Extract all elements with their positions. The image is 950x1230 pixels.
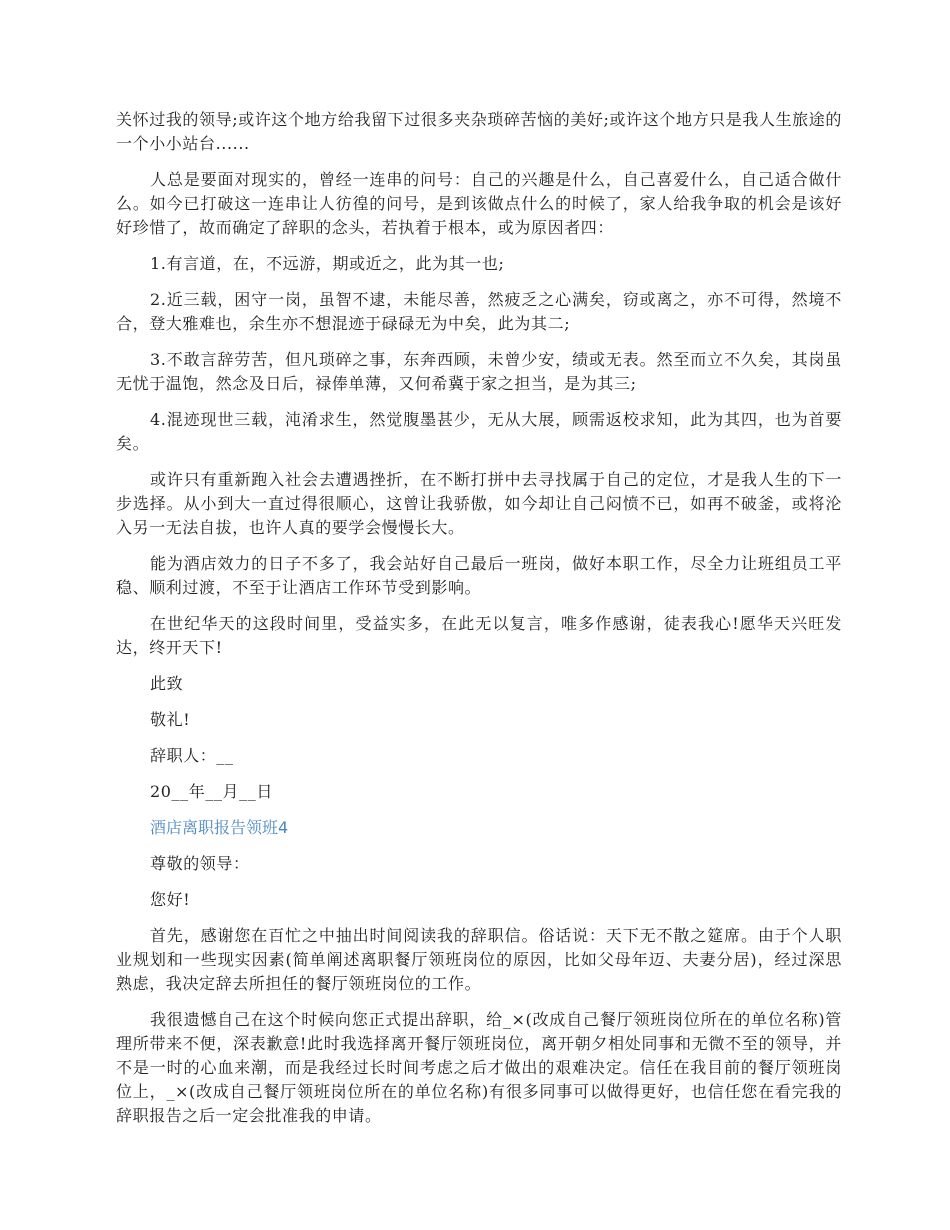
reason-item-2: 2.近三载，困守一岗，虽智不逮，未能尽善，然疲乏之心满矣，窃或离之，亦不可得，然境不合，登大雅难也，余生亦不想混迹于碌碌无为中矣，此为其二; bbox=[116, 290, 842, 333]
paragraph-reality: 人总是要面对现实的，曾经一连串的问号：自己的兴趣是什么，自己喜爱什么，自己适合做什么。如今已打破这一连串让人彷徨的问号，是到该做点什么的时候了，家人给我争取的机会是该好好珍惜了，故而确定了辞职的念头，若执着于根本，或为原因者四： bbox=[116, 170, 842, 237]
document-page bbox=[116, 108, 842, 1140]
letter2-paragraph-apology: 我很遗憾自己在这个时候向您正式提出辞职，给_×(改成自己餐厅领班岗位所在的单位名称)管理所带来不便，深表歉意!此时我选择离开餐厅领班岗位，离开朝夕相处同事和无微不至的领导，并不是一时的心血来潮，而是我经过长时间考虑之后才做出的艰难决定。信任在我目前的餐厅领班岗位上，_×(改成自己餐厅领班岗位所在的单位名称)有很多同事可以做得更好，也信任您在看完我的辞职报告之后一定会批准我的申请。 bbox=[116, 1010, 842, 1125]
letter2-greeting: 您好! bbox=[150, 890, 191, 909]
closing-jingli: 敬礼! bbox=[150, 710, 191, 729]
letter2-salutation: 尊敬的领导： bbox=[150, 854, 250, 873]
closing-zhici: 此致 bbox=[150, 674, 184, 693]
paragraph-thanks: 在世纪华天的这段时间里，受益实多，在此无以复言，唯多作感谢，徒表我心!愿华天兴旺发达，终开天下! bbox=[116, 614, 842, 657]
paragraph-last-shift: 能为酒店效力的日子不多了，我会站好自己最后一班岗，做好本职工作，尽全力让班组员工平稳、顺利过渡，不至于让酒店工作环节受到影响。 bbox=[116, 554, 842, 597]
paragraph-continuation: 关怀过我的领导;或许这个地方给我留下过很多夹杂琐碎苦恼的美好;或许这个地方只是我人生旅途的一个小小站台...... bbox=[116, 110, 842, 153]
letter2-paragraph-intro: 首先，感谢您在百忙之中抽出时间阅读我的辞职信。俗话说：天下无不散之筵席。由于个人职业规划和一些现实因素(简单阐述离职餐厅领班岗位的原因，比如父母年迈、夫妻分居)，经过深思熟虑，我决定辞去所担任的餐厅领班岗位的工作。 bbox=[116, 926, 842, 993]
date-line: 20__年__月__日 bbox=[150, 782, 273, 801]
reason-item-4: 4.混迹现世三载，沌淆求生，然觉腹墨甚少，无从大展，顾需返校求知，此为其四，也为首要矣。 bbox=[116, 410, 842, 453]
signer-line: 辞职人：__ bbox=[150, 746, 234, 765]
paragraph-setback: 或许只有重新跑入社会去遭遇挫折，在不断打拼中去寻找属于自己的定位，才是我人生的下一步选择。从小到大一直过得很顺心，这曾让我骄傲，如今却让自己闷愤不已，如再不破釜，或将沦入另一无法自拔，也许人真的要学会慢慢长大。 bbox=[116, 470, 842, 537]
reason-item-1: 1.有言道，在，不远游，期或近之，此为其一也; bbox=[150, 254, 505, 273]
reason-item-3: 3.不敢言辞劳苦，但凡琐碎之事，东奔西顾，未曾少安，绩或无表。然至而立不久矣，其岗虽无忧于温饱，然念及日后，禄俸单薄，又何希冀于家之担当，是为其三; bbox=[116, 350, 842, 393]
section-heading: 酒店离职报告领班4 bbox=[150, 818, 289, 837]
